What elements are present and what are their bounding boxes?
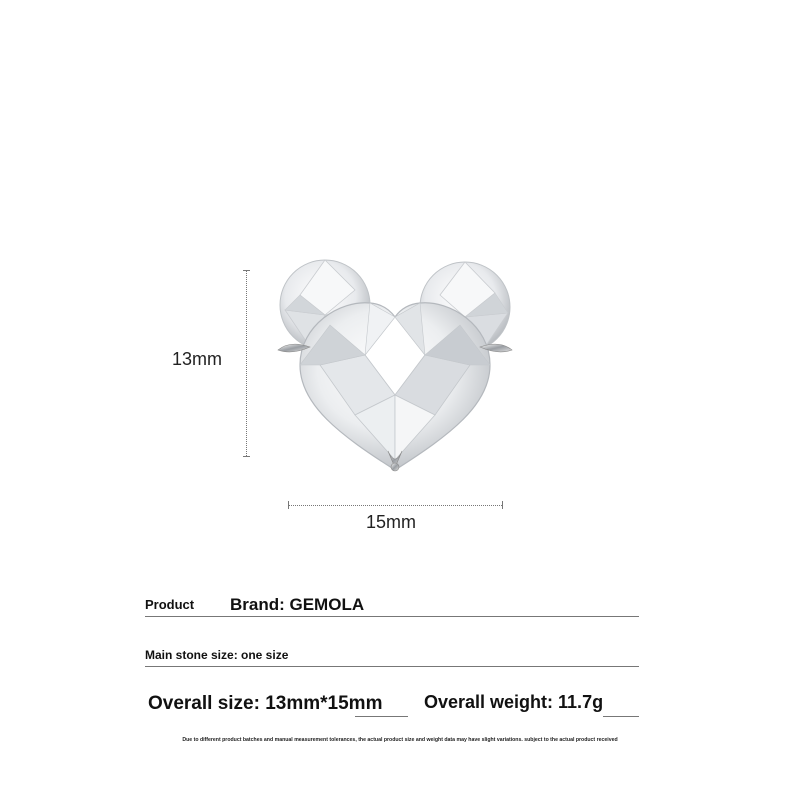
overall-weight-underline <box>603 716 639 717</box>
width-dimension-cap-right <box>502 501 503 509</box>
main-stone-size-label: Main stone size: one size <box>145 648 289 662</box>
height-dimension-cap-bottom <box>243 456 250 457</box>
width-dimension-line <box>288 505 502 506</box>
width-dimension-cap-left <box>288 501 289 509</box>
spec-divider-2 <box>145 666 639 667</box>
brand-value: Brand: GEMOLA <box>230 595 365 614</box>
disclaimer-text: Due to different product batches and manual measurement tolerances, the actual product size and weight data may have slight variations. subject to the actual product received <box>182 737 618 743</box>
spec-divider-1 <box>145 616 639 617</box>
height-dimension-label: 13mm <box>172 349 223 369</box>
center-heart-gem <box>300 303 490 470</box>
overall-weight-label: Overall weight: 11.7g <box>424 692 604 712</box>
width-dimension-label: 15mm <box>366 512 417 532</box>
overall-size-label: Overall size: 13mm*15mm <box>148 693 383 714</box>
height-dimension-cap-top <box>243 270 250 271</box>
product-label: Product <box>145 597 195 612</box>
height-dimension-line <box>246 270 247 456</box>
overall-size-underline <box>355 716 408 717</box>
bear-earring-product-image <box>270 255 520 485</box>
